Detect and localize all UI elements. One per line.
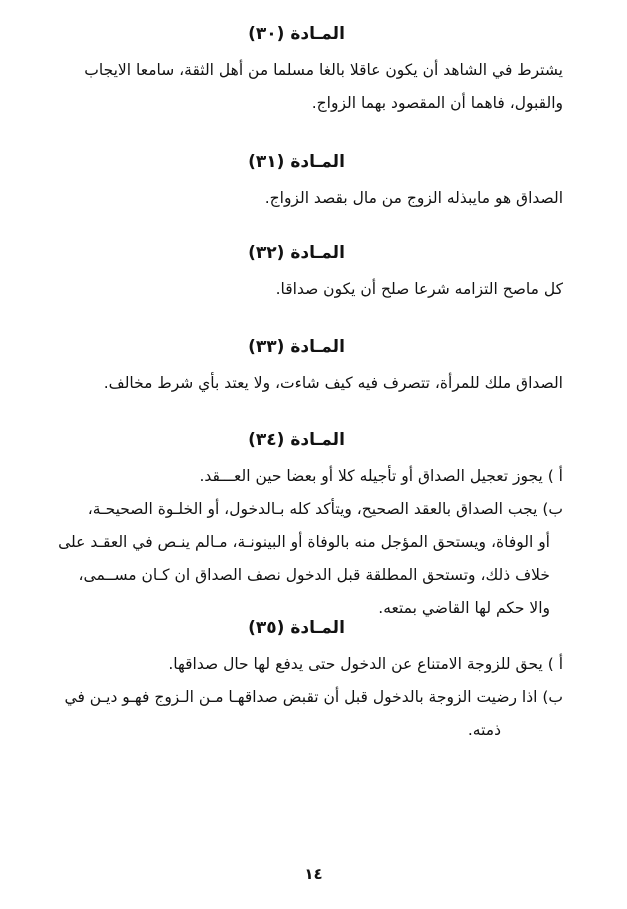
article-34-clause-b-line-3: خلاف ذلك، وتستحق المطلقة قبل الدخول نصف الصداق ان كـان مســمى، [78, 566, 550, 584]
article-33-body [30, 367, 563, 400]
article-30-line-1: يشترط في الشاهد أن يكون عاقلا بالغا مسلما من أهل الثقة، سامعا الايجاب [84, 61, 563, 79]
article-35-clause-b [30, 681, 563, 747]
article-32-body [30, 273, 563, 306]
article-33-section [30, 335, 563, 400]
article-34-clause-a [30, 460, 563, 493]
article-34-clause-b-line-1: ب) يجب الصداق بالعقد الصحيح، ويتأكد كله بـالدخول، أو الخلـوة الصحيحـة، [87, 500, 563, 518]
article-32-section [30, 241, 563, 306]
article-31-title: المـادة (٣١) [248, 152, 345, 172]
article-33-title: المـادة (٣٣) [248, 337, 345, 357]
article-32-title: المـادة (٣٢) [248, 243, 345, 263]
page-number: ١٤ [304, 865, 323, 883]
article-35-section [30, 616, 563, 747]
article-35-clause-a-line-1: أ ) يحق للزوجة الامتناع عن الدخول حتى يدفع لها حال صداقها. [168, 655, 563, 673]
article-34-section [30, 428, 563, 625]
article-32-line-1: كل ماصح التزامه شرعا صلح أن يكون صداقا. [275, 280, 563, 298]
article-34-title: المـادة (٣٤) [248, 430, 345, 450]
article-31-section [30, 150, 563, 215]
article-34-clause-a-line-1: أ ) يجوز تعجيل الصداق أو تأجيله كلا أو بعضا حين العـــقد. [199, 467, 563, 485]
article-34-clause-b-line-2: أو الوفاة، ويستحق المؤجل منه بالوفاة أو البينونـة، مـالم ينـص في العقـد على [58, 533, 550, 551]
article-35-clause-b-line-2: ذمته. [467, 721, 501, 739]
article-35-clause-a [30, 648, 563, 681]
article-31-line-1: الصداق هو مايبذله الزوج من مال بقصد الزواج. [264, 189, 563, 207]
article-30-title: المـادة (٣٠) [248, 24, 345, 44]
article-34-clause-b-line-4: والا حكم لها القاضي بمتعه. [378, 599, 550, 617]
article-30-line-2: والقبول، فاهما أن المقصود بهما الزواج. [311, 94, 563, 112]
article-30-body [30, 54, 563, 120]
article-33-line-1: الصداق ملك للمرأة، تتصرف فيه كيف شاءت، ولا يعتد بأي شرط مخالف. [103, 374, 563, 392]
article-31-body [30, 182, 563, 215]
article-35-clause-b-line-1: ب) اذا رضيت الزوجة بالدخول قبل أن تقبض صداقهـا مـن الـزوج فهـو ديـن في [64, 688, 563, 706]
article-35-title: المـادة (٣٥) [248, 618, 345, 638]
article-34-clause-b [30, 493, 563, 625]
article-30-section [30, 22, 563, 120]
